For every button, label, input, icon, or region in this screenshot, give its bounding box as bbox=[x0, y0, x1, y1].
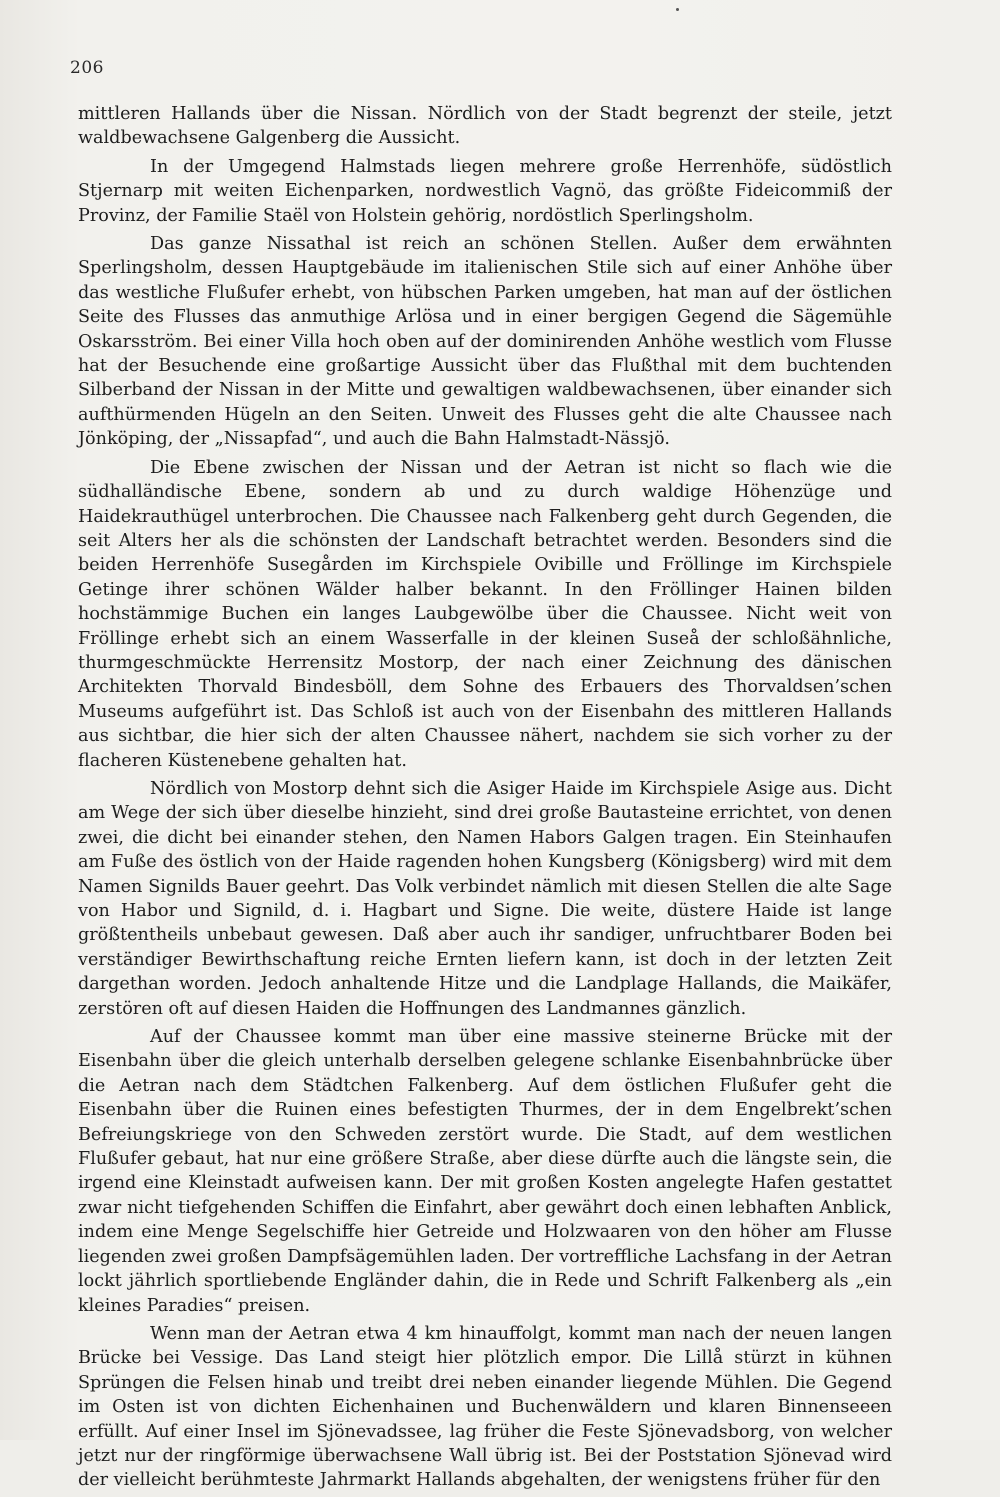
paragraph: Auf der Chaussee kommt man über eine massive steinerne Brücke mit der Eisenbahn über die gleich unterhalb derselben gelegene schlanke Eisenbahnbrücke über die Aetran nach dem Städtchen Falkenberg. Auf dem östlichen Flußufer geht die Eisenbahn über die Ruinen eines befestigten Thurmes, der in dem Engelbrekt’schen Befreiungskriege von den Schweden zerstört wurde. Die Stadt, auf dem westlichen Flußufer gebaut, hat nur eine größere Straße, aber diese dürfte auch die längste sein, die irgend eine Kleinstadt aufweisen kann. Der mit großen Kosten angelegte Hafen gestattet zwar nicht tiefgehenden Schiffen die Einfahrt, aber gewährt doch einen lebhaften Anblick, indem eine Menge Segelschiffe hier Getreide und Holzwaaren von den höher am Flusse liegenden zwei großen Dampfsägemühlen laden. Der vortreffliche Lachsfang in der Aetran lockt jährlich sportliebende Engländer dahin, die in Rede und Schrift Falkenberg als „ein kleines Paradies“ preisen. bbox=[78, 1027, 892, 1316]
paragraph: Wenn man der Aetran etwa 4 km hinauffolgt, kommt man nach der neuen langen Brücke bei Vessige. Das Land steigt hier plötzlich empor. Die Lillå stürzt in kühnen Sprüngen die Felsen hinab und treibt drei neben einander liegende Mühlen. Die Gegend im Osten ist von dichten Eichenhainen und Buchenwäldern und klaren Binnenseeen erfüllt. Auf einer Insel im Sjönevadssee, lag früher die Feste Sjönevadsborg, von welcher jetzt nur der ringförmige überwachsene Wall übrig ist. Bei der Poststation Sjönevad wird der vielleicht berühmteste Jahrmarkt Hallands abgehalten, der wenigstens früher für den bbox=[78, 1323, 892, 1491]
paragraph: Nördlich von Mostorp dehnt sich die Asiger Haide im Kirchspiele Asige aus. Dicht am Wege der sich über dieselbe hinzieht, sind drei große Bautasteine errichtet, von denen zwei, die dicht bei einander stehen, den Namen Habors Galgen tragen. Ein Steinhaufen am Fuße des östlich von der Haide ragenden hohen Kungsberg (Königsberg) wird mit dem Namen Signilds Bauer geehrt. Das Volk verbindet nämlich mit diesen Stellen die alte Sage von Habor und Signild, d. i. Hagbart und Signe. Die weite, düstere Haide ist lange größtentheils unbebaut gewesen. Daß aber auch ihr sandiger, unfruchtbarer Boden bei verständiger Bewirthschaftung reiche Ernten liefern kann, ist doch in der letzten Zeit dargethan worden. Jedoch anhaltende Hitze und die Landplage Hallands, die Maikäfer, zerstören oft auf diesen Haiden die Hoffnungen des Landmannes gänzlich. bbox=[78, 778, 892, 1019]
body-text bbox=[78, 102, 892, 1497]
speck bbox=[676, 8, 679, 11]
paragraph: mittleren Hallands über die Nissan. Nördlich von der Stadt begrenzt der steile, jetzt waldbewachsene Galgenberg die Aussicht. bbox=[78, 104, 892, 149]
paragraph: In der Umgegend Halmstads liegen mehrere große Herrenhöfe, südöstlich Stjernarp mit weiten Eichenparken, nordwestlich Vagnö, das größte Fideicommiß der Provinz, der Familie Staël von Holstein gehörig, nordöstlich Sperlingsholm. bbox=[78, 156, 892, 226]
paragraph: Das ganze Nissathal ist reich an schönen Stellen. Außer dem erwähnten Sperlingsholm, dessen Hauptgebäude im italienischen Stile sich auf einer Anhöhe über das westliche Flußufer erhebt, von hübschen Parken umgeben, hat man auf der östlichen Seite des Flusses das anmuthige Arlösa und in einer bergigen Gegend die Sägemühle Oskarsström. Bei einer Villa hoch oben auf der dominirenden Anhöhe westlich vom Flusse hat der Besuchende eine großartige Aussicht über das Flußthal mit dem buchtenden Silberband der Nissan in der Mitte und gewaltigen waldbewachsenen, über einander sich aufthürmenden Hügeln an den Seiten. Unweit des Flusses geht die alte Chaussee nach Jönköping, der „Nissapfad“, und auch die Bahn Halmstadt-Nässjö. bbox=[78, 234, 892, 450]
page-number: 206 bbox=[70, 58, 104, 78]
paragraph: Die Ebene zwischen der Nissan und der Aetran ist nicht so flach wie die südhalländische Ebene, sondern ab und zu durch waldige Höhenzüge und Haidekrauthügel unterbrochen. Die Chaussee nach Falkenberg geht durch Gegenden, die seit Alters her als die schönsten der Landschaft betrachtet werden. Besonders sind die beiden Herrenhöfe Susegården im Kirchspiele Ovibille und Fröllinge im Kirchspiele Getinge ihrer schönen Wälder halber bekannt. In den Fröllinger Hainen bilden hochstämmige Buchen ein langes Laubgewölbe über die Chaussee. Nicht weit von Fröllinge erhebt sich an einem Wasserfalle in der kleinen Suseå der schloßähnliche, thurmgeschmückte Herrensitz Mostorp, der nach einer Zeichnung des dänischen Architekten Thorvald Bindesböll, dem Sohne des Erbauers des Thorvaldsen’schen Museums aufgeführt ist. Das Schloß ist auch von der Eisenbahn des mittleren Hallands aus sichtbar, die hier sich der alten Chaussee nähert, nachdem sie sich vorher zu der flacheren Küstenebene gehalten hat. bbox=[78, 457, 892, 771]
